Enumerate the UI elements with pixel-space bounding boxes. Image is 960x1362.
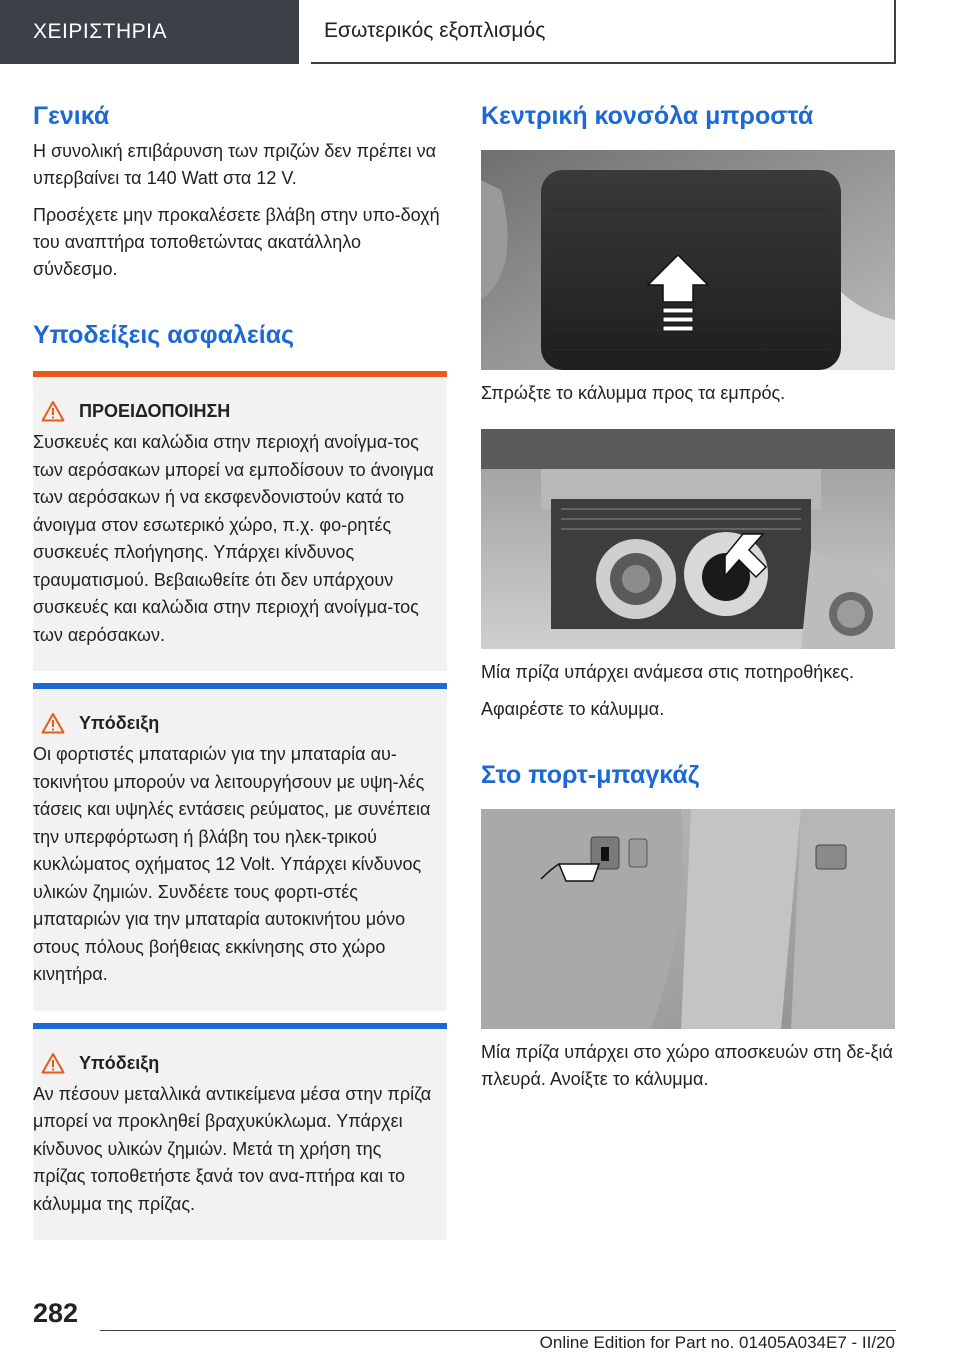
warning-triangle-icon [41,1052,65,1074]
chapter-title: Εσωτερικός εξοπλισμός [324,19,546,42]
right-column [481,100,895,1093]
section-label: ΧΕΙΡΙΣΤΗΡΙΑ [33,20,168,43]
page-number: 282 [33,1298,79,1328]
trunk-socket-photo [481,809,895,1029]
left-column [33,100,447,1240]
warning-title-row [41,399,435,423]
general-paragraph-1: Η συνολική επιβάρυνση των πριζών δεν πρέπει να υπερβαίνει τα 140 Watt στα 12 V. [33,141,436,188]
notice-box [33,683,447,1011]
cupholder-socket-photo [481,429,895,649]
notice-title: Υπόδειξη [79,713,160,733]
notice-title: Υπόδειξη [79,1052,160,1073]
footer-edition: Online Edition for Part no. 01405A034E7 - II/20 [539,1333,895,1352]
general-heading: Γενικά [33,102,110,130]
console-cover-photo [481,150,895,370]
footer-divider [100,1330,896,1331]
caption-remove-cover: Αφαιρέστε το κάλυμμα. [481,699,665,719]
warning-box [33,371,447,671]
warning-title: ΠΡΟΕΙΔΟΠΟΙΗΣΗ [79,401,231,421]
notice-box [33,1023,447,1241]
warning-triangle-icon [41,400,65,422]
chapter-header [311,0,896,64]
notice-title-row [41,1051,435,1075]
warning-text: Συσκευές και καλώδια στην περιοχή ανοίγμα-τος των αερόσακων μπορεί να εμποδίσουν το άνοιγμα των αερόσακων ή να εκσφενδονιστούν κατά το άνοιγμα στον εσωτερικό χώρο, π.χ. φο-ρητές συσκευές πλοήγησης. Υπάρχει κίνδυνος τραυματισμού. Βεβαιωθείτε ότι δεν υπάρχουν συσκευές και καλώδια στην περιοχή ανοίγμα-τος των αερόσακων. [33,432,434,645]
notice-text: Αν πέσουν μεταλλικά αντικείμενα μέσα στην πρίζα μπορεί να προκληθεί βραχυκύκλωμα. Υπάρχει κίνδυνος υλικών ζημιών. Μετά τη χρήση της πρίζας τοποθετήστε ξανά τον ανα-πτήρα και το κάλυμμα της πρίζας. [33,1083,432,1214]
notice-title-row [41,711,435,735]
caption-socket-between-cupholders: Μία πρίζα υπάρχει ανάμεσα στις ποτηροθήκες. [481,662,854,682]
caption-push-cover: Σπρώξτε το κάλυμμα προς τα εμπρός. [481,383,786,403]
trunk-heading: Στο πορτ-μπαγκάζ [481,761,700,789]
section-tab [0,0,299,64]
console-heading: Κεντρική κονσόλα μπροστά [481,102,814,130]
general-paragraph-2: Προσέχετε μην προκαλέσετε βλάβη στην υπο-δοχή του αναπτήρα τοποθετώντας ακατάλληλο σύνδεσμο. [33,205,440,279]
warning-triangle-icon [41,712,65,734]
safety-heading: Υποδείξεις ασφαλείας [33,321,295,349]
notice-text: Οι φορτιστές μπαταριών για την μπαταρία αυ-τοκινήτου μπορούν να λειτουργήσουν με υψη-λές τάσεις και υψηλές εντάσεις ρεύματος, με συνέπεια την υπερφόρτωση ή βλάβη του ηλεκ-τρικού κυκλώματος οχήματος 12 Volt. Υπάρχει κίνδυνος υλικών ζημιών. Συνδέετε τους φορτι-στές μπαταριών για την μπαταρία αυτοκινήτου μόνο στους πόλους βοήθειας εκκίνησης στο χώρο κινητήρα. [33,744,431,984]
caption-trunk-socket: Μία πρίζα υπάρχει στο χώρο αποσκευών στη δε-ξιά πλευρά. Ανοίξτε το κάλυμμα. [481,1042,893,1089]
